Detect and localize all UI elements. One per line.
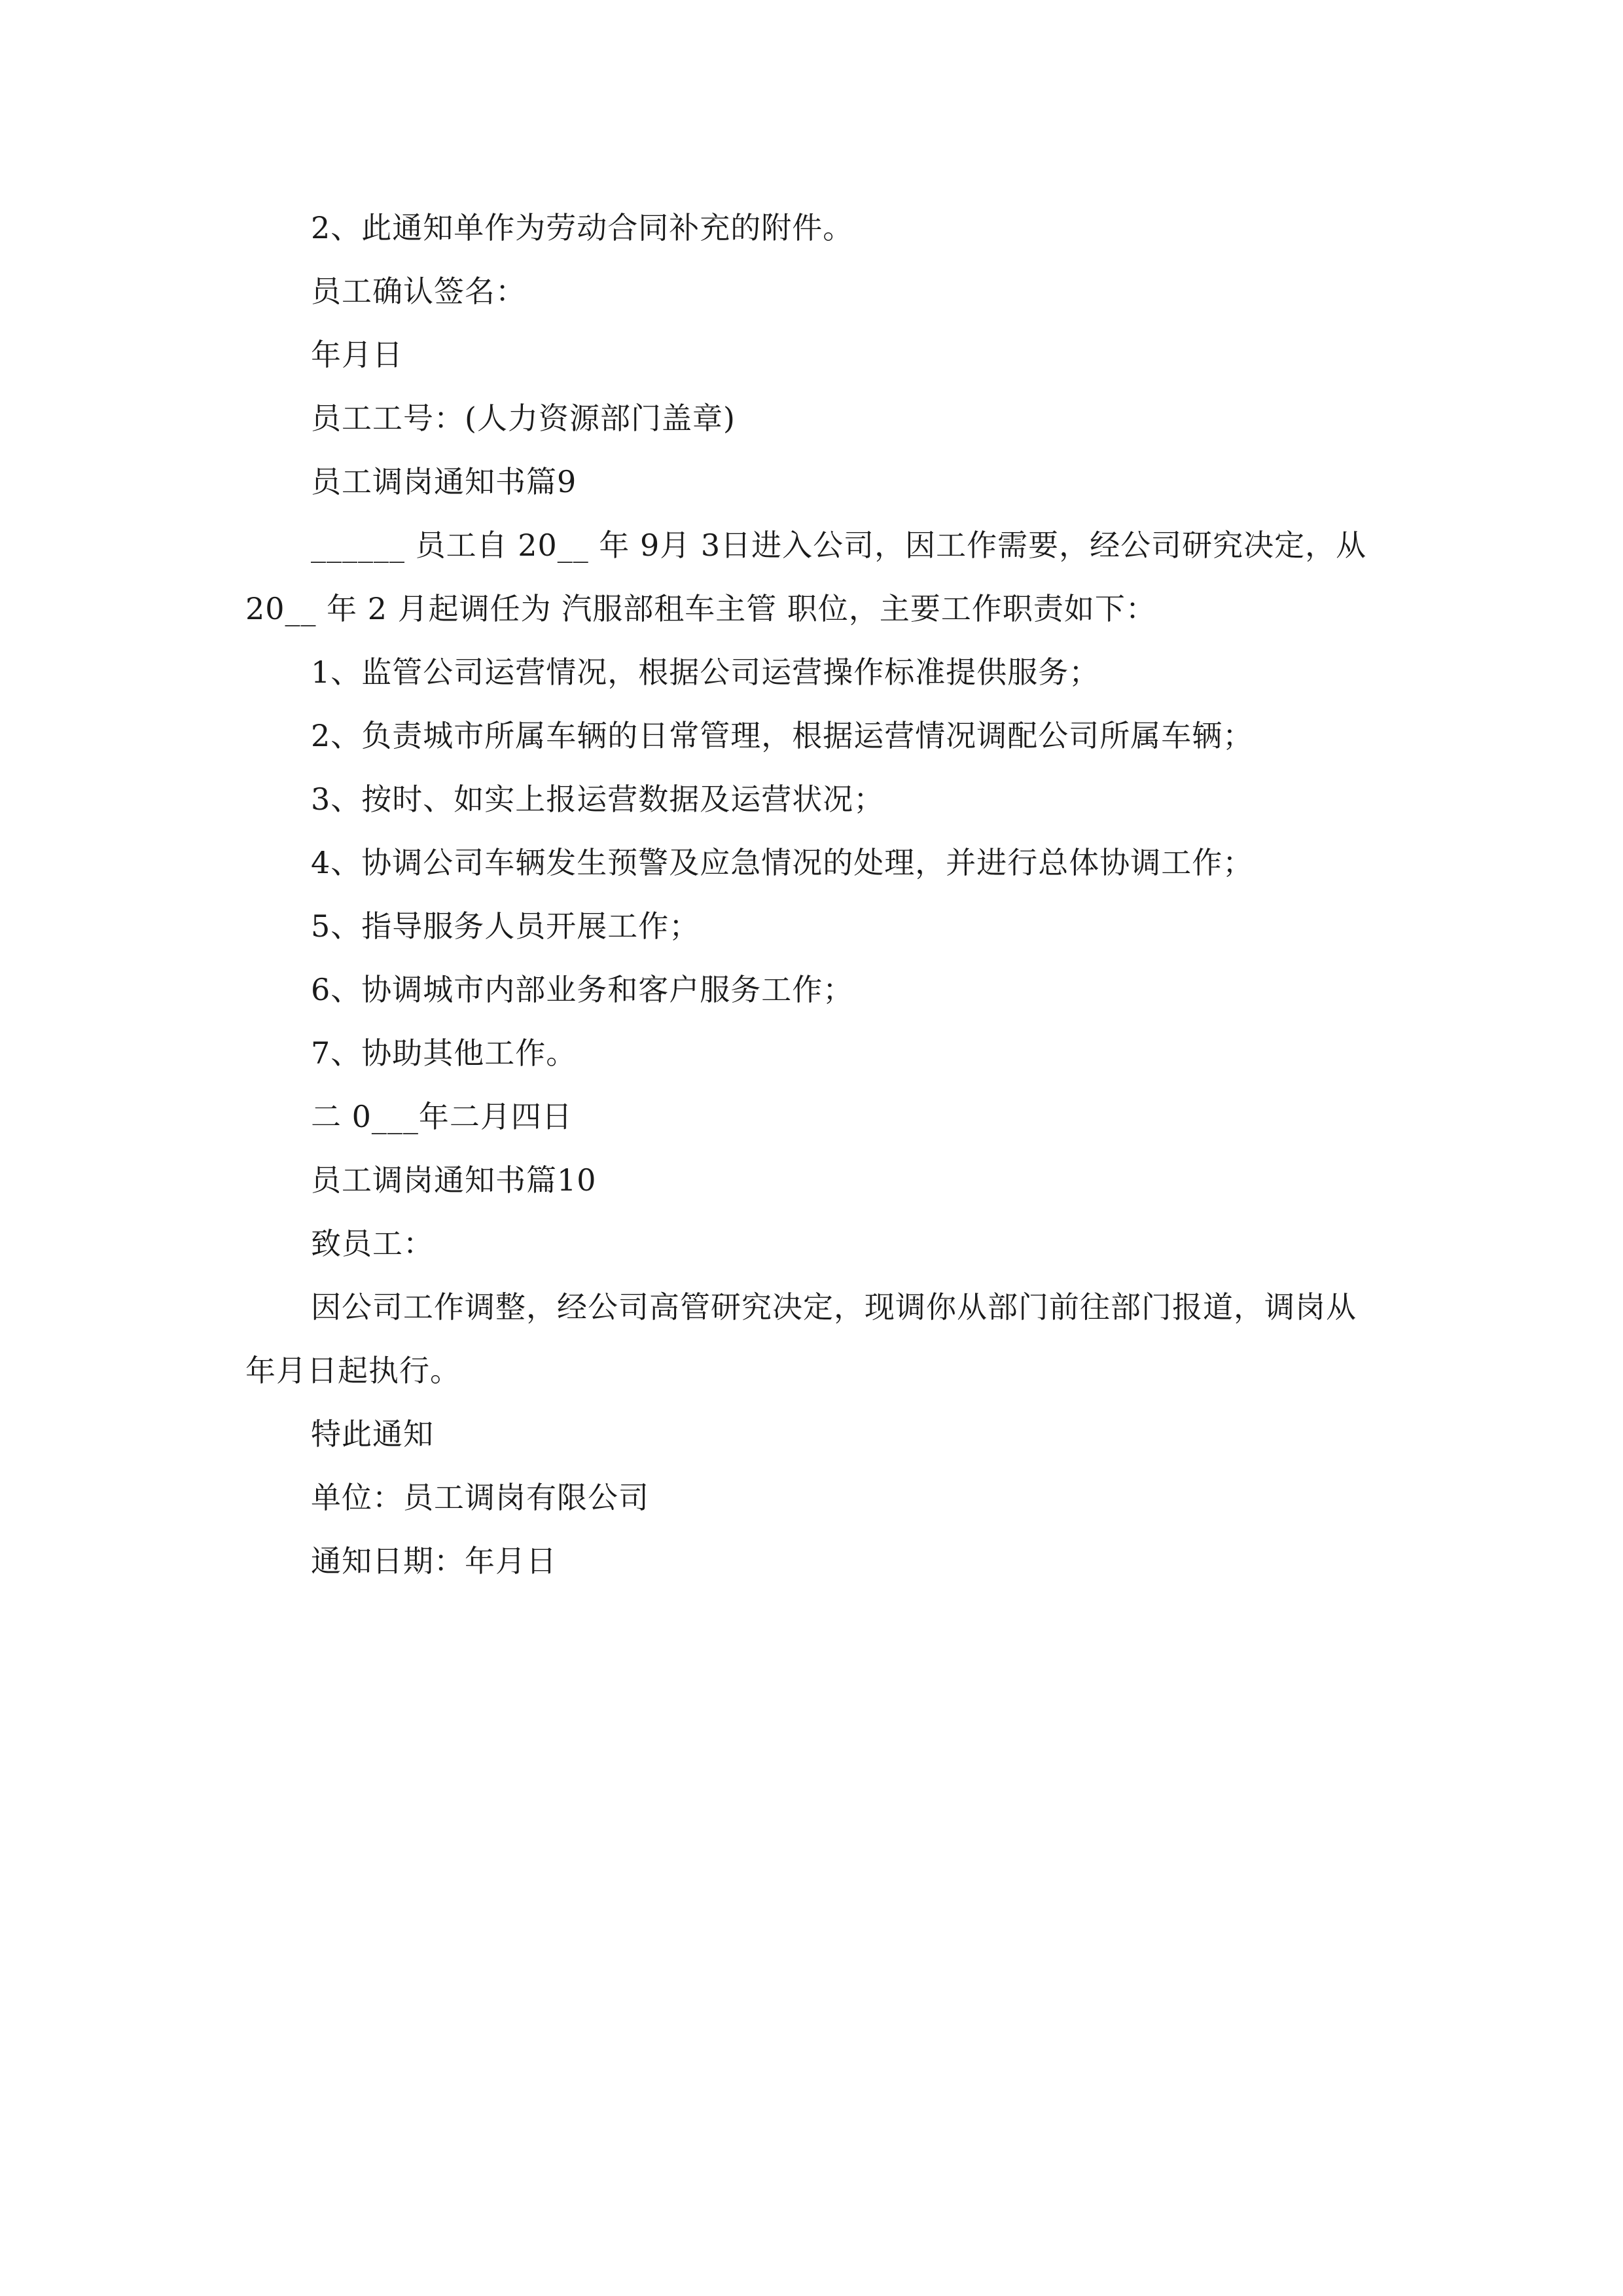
company-line: 单位：员工调岗有限公司	[311, 1480, 649, 1515]
duty-item: 2、负责城市所属车辆的日常管理，根据运营情况调配公司所属车辆；	[311, 718, 1254, 753]
section-title-10: 员工调岗通知书篇10	[311, 1162, 597, 1198]
date-line: 年月日	[311, 337, 403, 372]
duty-item: 1、监管公司运营情况，根据公司运营操作标准提供服务；	[311, 655, 1100, 690]
attachment-note: 2、此通知单作为劳动合同补充的附件。	[311, 210, 854, 245]
duty-item: 6、协调城市内部业务和客户服务工作；	[311, 972, 854, 1007]
duty-item: 4、协调公司车辆发生预警及应急情况的处理，并进行总体协调工作；	[311, 845, 1254, 880]
duty-item: 7、协助其他工作。	[311, 1035, 577, 1071]
duty-item: 3、按时、如实上报运营数据及运营状况；	[311, 781, 885, 817]
duty-item: 5、指导服务人员开展工作；	[311, 908, 700, 944]
notice-date: 二 0___年二月四日	[311, 1099, 573, 1134]
notice-closing: 特此通知	[311, 1416, 434, 1452]
employee-id-line: 员工工号：(人力资源部门盖章)	[311, 401, 736, 436]
transfer-statement: ______ 员工自 20__ 年 9月 3日进入公司，因工作需要，经公司研究决定，从 20__ 年 2 月起调任为 汽服部租车主管 职位，主要工作职责如下：	[245, 528, 1377, 626]
transfer-body: 因公司工作调整，经公司高管研究决定，现调你从部门前往部门报道，调岗从年月日起执行。	[245, 1289, 1357, 1388]
salutation: 致员工：	[311, 1226, 434, 1261]
section-title-9: 员工调岗通知书篇9	[311, 464, 577, 499]
employee-signature-line: 员工确认签名：	[311, 274, 526, 309]
notice-date-line: 通知日期：年月日	[311, 1543, 557, 1579]
document-body	[245, 196, 1378, 1593]
